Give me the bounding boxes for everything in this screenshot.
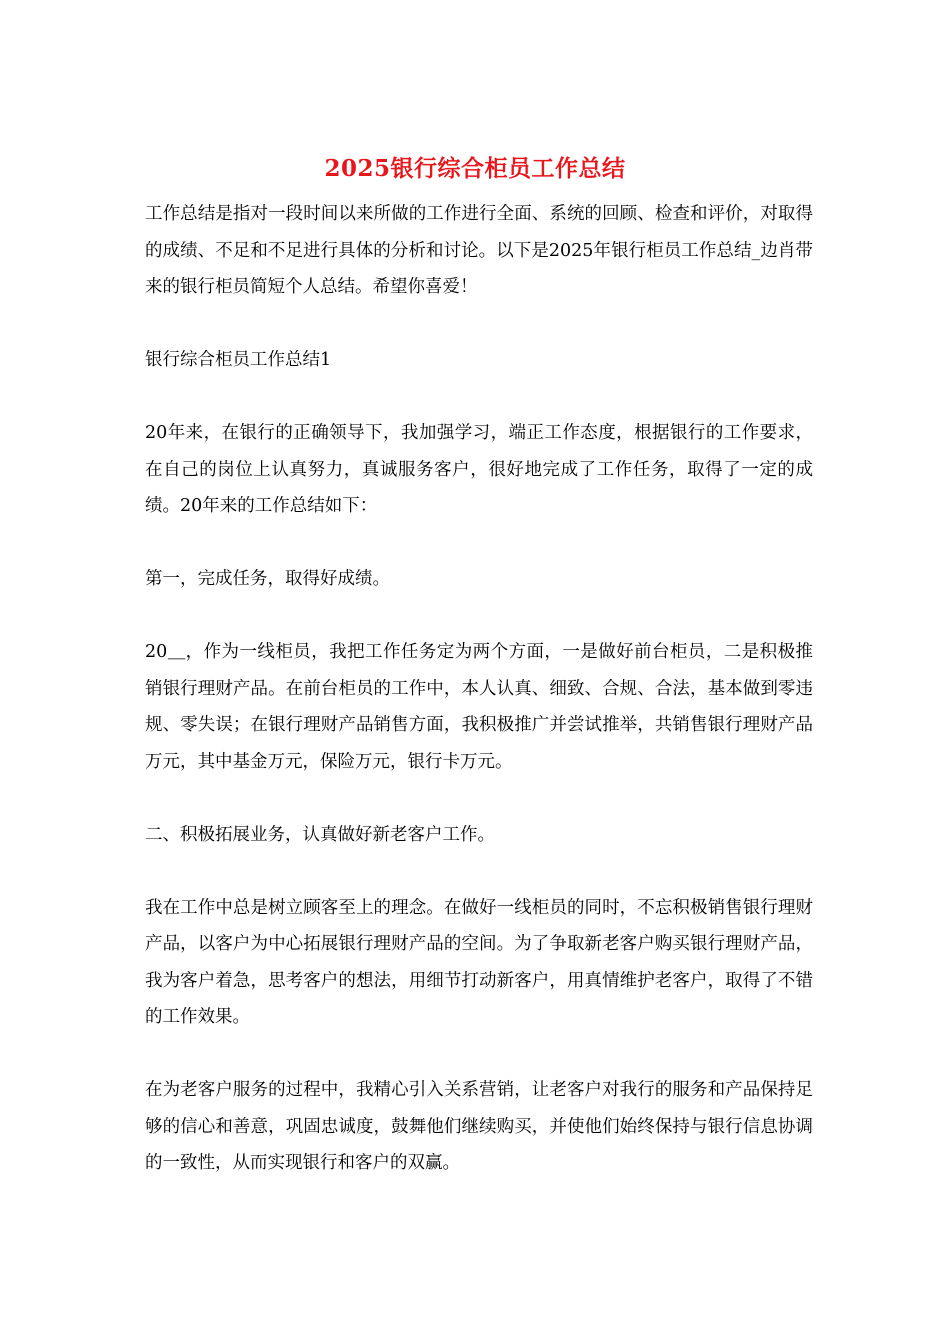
body-paragraph: 20年来，在银行的正确领导下，我加强学习，端正工作态度，根据银行的工作要求，在自己的岗位上认真努力，真诚服务客户，很好地完成了工作任务，取得了一定的成绩。20年来的工作总结如下： <box>145 423 813 516</box>
body-paragraph: 20＿，作为一线柜员，我把工作任务定为两个方面，一是做好前台柜员，二是积极推销银行理财产品。在前台柜员的工作中，本人认真、细致、合规、合法，基本做到零违规、零失误；在银行理财产品销售方面，我积极推广并尝试推举，共销售银行理财产品万元，其中基金万元，保险万元，银行卡万元。 <box>145 642 813 772</box>
section-heading: 银行综合柜员工作总结1 <box>145 350 332 370</box>
document-body <box>145 196 813 1218</box>
intro-paragraph: 工作总结是指对一段时间以来所做的工作进行全面、系统的回顾、检查和评价，对取得的成绩、不足和不足进行具体的分析和讨论。以下是2025年银行柜员工作总结_边肖带来的银行柜员简短个人总结。希望你喜爱！ <box>145 204 813 297</box>
sub-heading: 二、积极拓展业务，认真做好新老客户工作。 <box>145 824 495 845</box>
body-paragraph: 我在工作中总是树立顾客至上的理念。在做好一线柜员的同时，不忘积极销售银行理财产品，以客户为中心拓展银行理财产品的空间。为了争取新老客户购买银行理财产品，我为客户着急，思考客户的想法，用细节打动新客户，用真情维护老客户，取得了不错的工作效果。 <box>145 897 813 1027</box>
sub-heading: 第一，完成任务，取得好成绩。 <box>145 569 390 589</box>
document-title: 2025银行综合柜员工作总结 <box>324 155 626 182</box>
body-paragraph: 在为老客户服务的过程中，我精心引入关系营销，让老客户对我行的服务和产品保持足够的信心和善意，巩固忠诚度，鼓舞他们继续购买，并使他们始终保持与银行信息协调的一致性，从而实现银行和客户的双赢。 <box>145 1080 813 1173</box>
